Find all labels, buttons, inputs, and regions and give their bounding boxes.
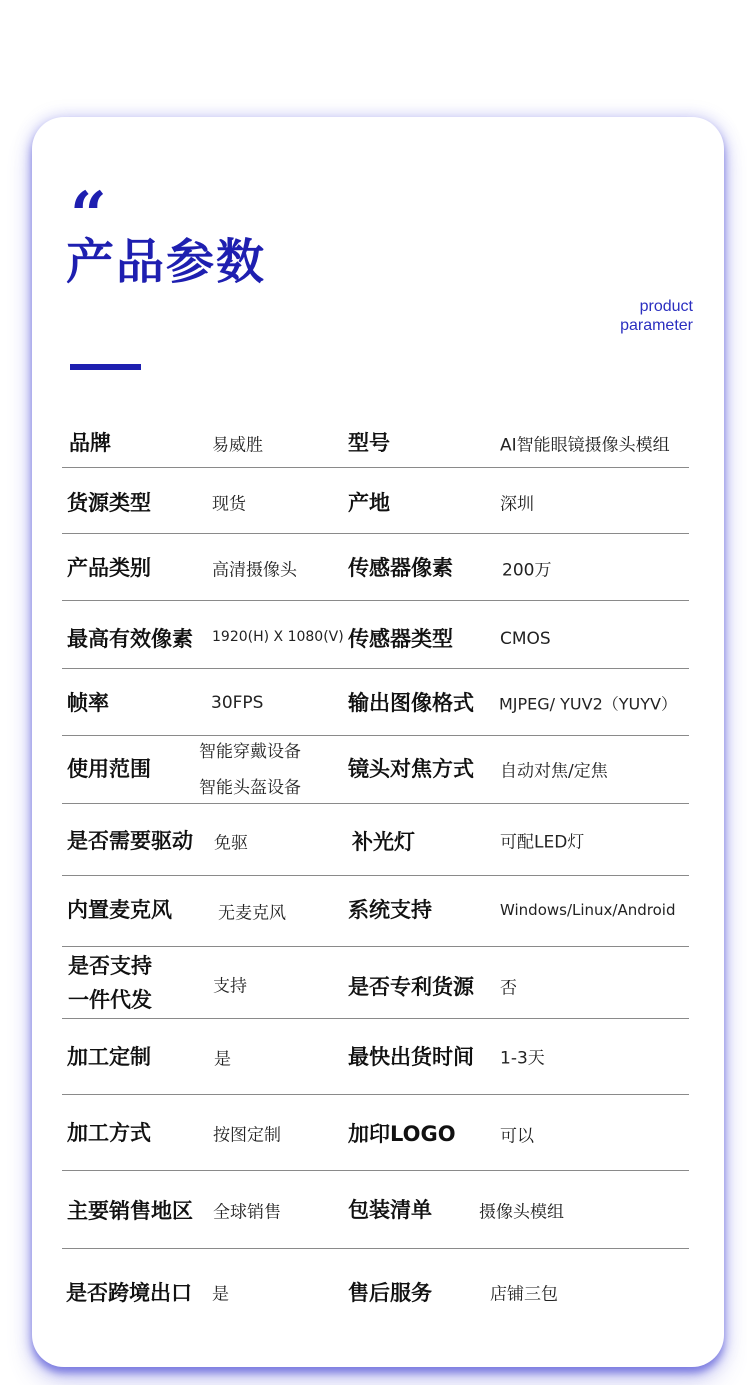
subtitle-line-1: product <box>639 298 693 315</box>
row-divider <box>62 1248 689 1249</box>
param-value: 易威胜 <box>212 435 263 456</box>
param-value: 自动对焦/定焦 <box>500 761 608 782</box>
param-label: 是否专利货源 <box>348 975 474 999</box>
param-value-line-1: 智能穿戴设备 <box>199 742 301 762</box>
param-value-line-2: 智能头盔设备 <box>199 778 301 798</box>
row-divider <box>62 533 689 534</box>
param-label: 加印LOGO <box>348 1122 456 1146</box>
accent-bar <box>70 364 141 370</box>
param-value: 免驱 <box>214 833 248 854</box>
param-value: 是 <box>214 1049 231 1070</box>
param-value: 1920(H) X 1080(V) <box>212 629 344 645</box>
subtitle <box>620 297 693 335</box>
param-value: 无麦克风 <box>218 903 286 924</box>
param-label: 内置麦克风 <box>67 898 172 922</box>
param-value: 是 <box>212 1284 229 1305</box>
param-label: 传感器像素 <box>348 556 453 580</box>
param-value: 支持 <box>213 976 247 997</box>
param-label: 最高有效像素 <box>67 627 193 651</box>
param-label: 品牌 <box>69 431 111 455</box>
param-label: 产地 <box>348 491 390 515</box>
row-divider <box>62 1018 689 1019</box>
param-value: Windows/Linux/Android <box>500 901 676 919</box>
param-label: 是否跨境出口 <box>66 1281 192 1305</box>
param-label: 主要销售地区 <box>67 1199 193 1223</box>
param-value: 可以 <box>500 1126 534 1147</box>
param-label: 输出图像格式 <box>348 691 474 715</box>
param-label: 包装清单 <box>348 1198 432 1222</box>
row-divider <box>62 467 689 468</box>
row-divider <box>62 600 689 601</box>
row-divider <box>62 668 689 669</box>
param-label: 系统支持 <box>348 898 432 922</box>
subtitle-line-2: parameter <box>620 317 693 334</box>
param-label <box>68 949 152 1017</box>
param-value: 店铺三包 <box>490 1284 558 1305</box>
param-value: 200万 <box>502 560 552 581</box>
param-value: 可配LED灯 <box>500 832 585 853</box>
quote-mark: “ <box>70 178 103 253</box>
param-label-line-2: 一件代发 <box>68 988 152 1012</box>
param-label: 传感器类型 <box>348 627 453 651</box>
param-value <box>199 734 301 806</box>
param-label: 加工定制 <box>67 1045 151 1069</box>
param-value: 现货 <box>212 494 246 515</box>
param-label: 是否需要驱动 <box>67 829 193 853</box>
param-value: 深圳 <box>500 494 534 515</box>
param-label: 型号 <box>348 431 390 455</box>
param-label: 产品类别 <box>67 556 151 580</box>
param-value: 摄像头模组 <box>479 1202 564 1223</box>
param-value: AI智能眼镜摄像头模组 <box>500 435 670 456</box>
param-label: 加工方式 <box>67 1121 151 1145</box>
row-divider <box>62 803 689 804</box>
param-value: MJPEG/ YUV2（YUYV） <box>499 694 677 714</box>
param-value: 1-3天 <box>500 1048 545 1069</box>
param-label: 使用范围 <box>67 757 151 781</box>
row-divider <box>62 946 689 947</box>
page-title: 产品参数 <box>66 234 267 290</box>
param-label: 售后服务 <box>348 1281 432 1305</box>
param-label: 帧率 <box>67 691 109 715</box>
row-divider <box>62 1170 689 1171</box>
param-value: 全球销售 <box>213 1202 281 1223</box>
param-label: 最快出货时间 <box>348 1045 474 1069</box>
param-value: 30FPS <box>211 693 264 713</box>
row-divider <box>62 875 689 876</box>
param-value: 按图定制 <box>213 1125 281 1146</box>
param-label: 货源类型 <box>67 491 151 515</box>
param-label: 补光灯 <box>352 830 415 854</box>
param-value: CMOS <box>500 629 551 649</box>
param-label-line-1: 是否支持 <box>68 954 152 978</box>
row-divider <box>62 1094 689 1095</box>
param-value: 否 <box>500 978 517 999</box>
row-divider <box>62 735 689 736</box>
param-value: 高清摄像头 <box>212 560 297 581</box>
param-label: 镜头对焦方式 <box>348 757 474 781</box>
